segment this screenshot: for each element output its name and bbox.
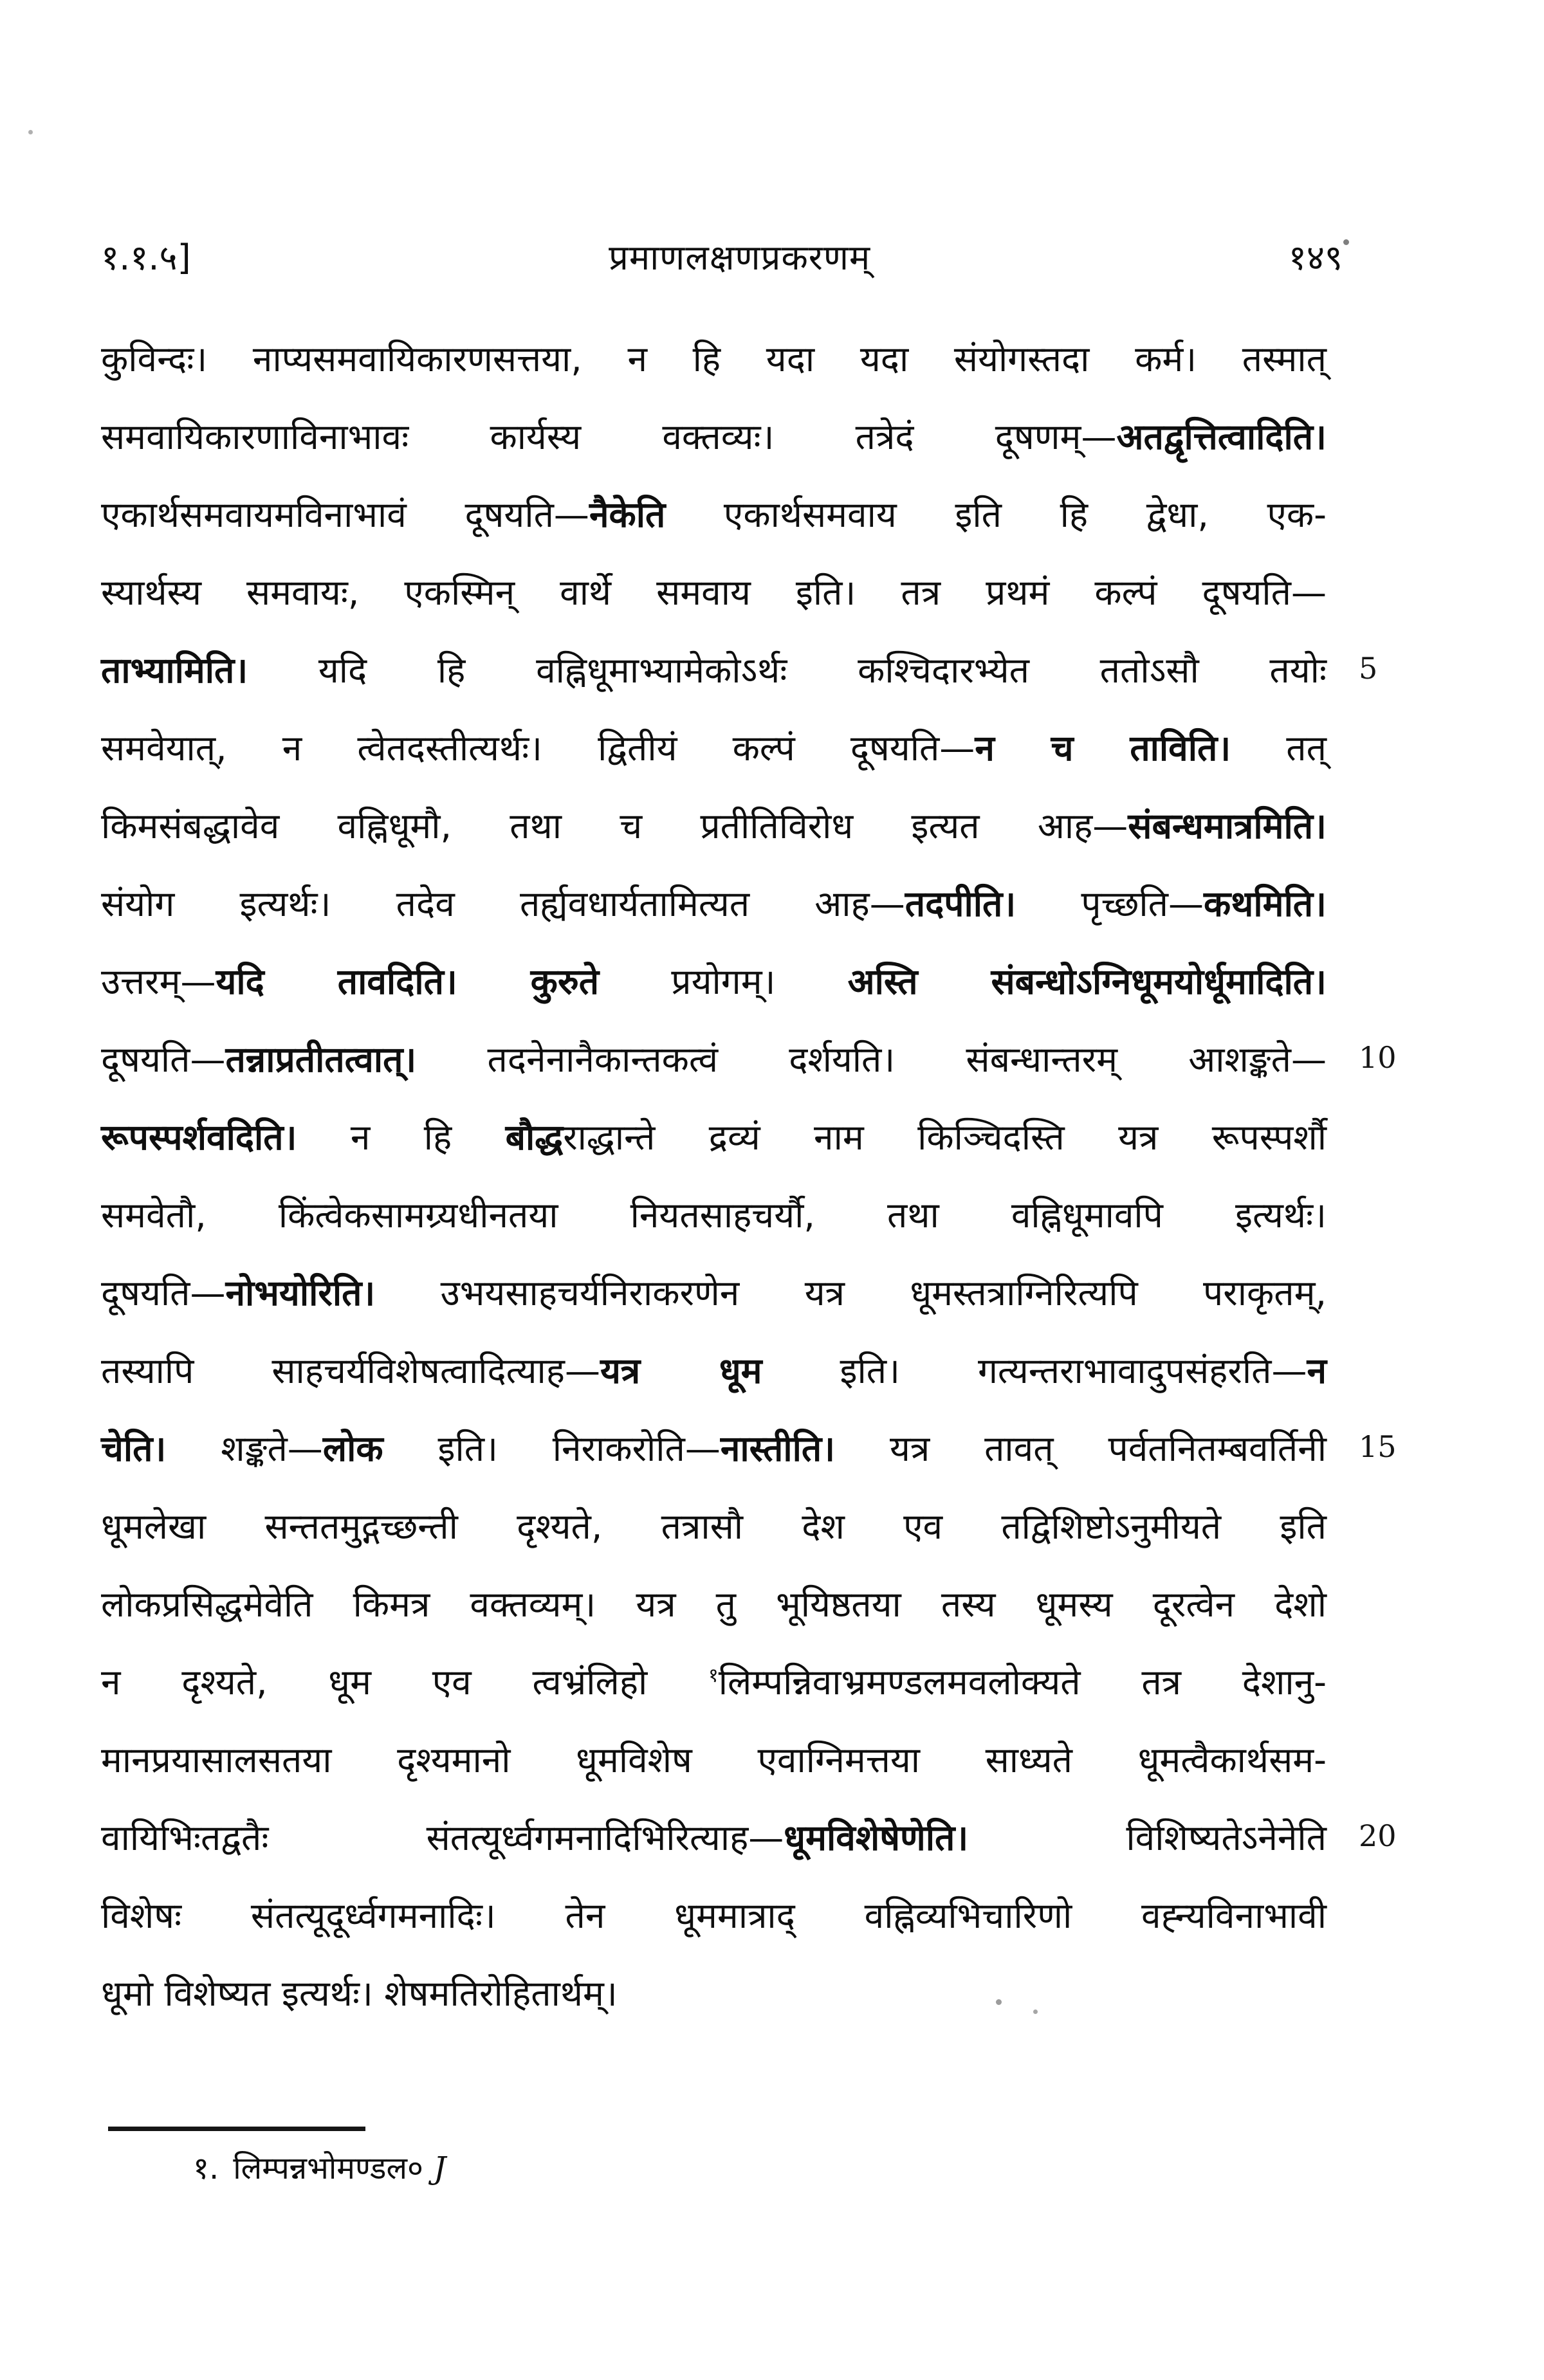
pratika-bold-segment: नास्तीति। — [720, 1428, 836, 1469]
text-segment: इति। गत्यन्तराभावादुपसंहरति— — [762, 1350, 1307, 1391]
text-segment: यदि हि वह्निधूमाभ्यामेकोऽर्थः कश्चिदारभ्येत ततोऽसौ तयोः — [248, 650, 1327, 691]
text-line — [101, 1799, 1327, 1877]
text-line — [101, 1721, 1327, 1799]
text-segment: विशिष्यतेऽनेनेति — [968, 1817, 1327, 1858]
footnote-marker: १. — [193, 2150, 219, 2186]
pratika-bold-segment: यत्र धूम — [600, 1350, 762, 1391]
text-line — [101, 1176, 1327, 1254]
text-segment: धूमो विशेष्यत इत्यर्थः। शेषमतिरोहितार्थम्। — [101, 1973, 618, 2014]
pratika-bold-segment: धूमविशेषेणेति। — [784, 1817, 969, 1858]
text-line — [101, 1332, 1327, 1410]
pratika-bold-segment: ताभ्यामिति। — [101, 650, 248, 691]
text-segment: समवायिकारणाविनाभावः कार्यस्य वक्तव्यः। तत्रेदं दूषणम्— — [101, 416, 1117, 457]
section-number: १.१.५] — [101, 237, 191, 278]
text-segment: यत्र तावत् पर्वतनितम्बवर्तिनी — [835, 1428, 1327, 1469]
pratika-bold-segment: लोक — [322, 1428, 383, 1469]
text-segment: समवेतौ, किंत्वेकसामग्र्यधीनतया नियतसाहचर्यौ, तथा वह्निधूमावपि इत्यर्थः। — [101, 1195, 1327, 1236]
text-line — [101, 1643, 1327, 1721]
text-line — [101, 709, 1327, 787]
pratika-bold-segment: कथमिति। — [1204, 883, 1327, 924]
text-segment: लिम्पन्निवाभ्रमण्डलमवलोक्यते तत्र देशानु- — [718, 1661, 1327, 1703]
margin-line-number: 10 — [1359, 1040, 1397, 1075]
text-segment: इति। निराकरोति— — [383, 1428, 721, 1469]
text-line — [101, 1021, 1327, 1099]
text-line — [101, 1488, 1327, 1566]
text-line — [101, 1099, 1327, 1176]
text-block — [101, 320, 1327, 2033]
text-line — [101, 320, 1327, 398]
pratika-bold-segment: अस्ति संबन्धोऽग्निधूमयोर्धूमादिति। — [847, 961, 1327, 1002]
pratika-bold-segment: बौद्ध — [505, 1117, 564, 1158]
text-line — [101, 865, 1327, 943]
text-segment: स्यार्थस्य समवायः, एकस्मिन् वार्थे समवाय इति। तत्र प्रथमं कल्पं दूषयति— — [101, 572, 1327, 613]
scan-speck — [1033, 2009, 1038, 2014]
text-segment: न हि — [297, 1117, 506, 1158]
text-segment: न दृश्यते, धूम एव त्वभ्रंलिहो — [101, 1661, 709, 1703]
folio-number: १४९ — [1288, 237, 1343, 278]
text-segment: दूषयति— — [101, 1272, 226, 1314]
text-segment: समवेयात्, न त्वेतदस्तीत्यर्थः। द्वितीयं कल्पं दूषयति— — [101, 728, 975, 769]
scan-speck — [28, 130, 33, 134]
pratika-bold-segment: तन्नाप्रतीतत्वात्। — [225, 1039, 417, 1080]
text-line — [101, 1410, 1327, 1488]
text-line — [101, 787, 1327, 865]
text-segment: तत् — [1231, 728, 1327, 769]
text-segment: तदनेनानैकान्तकत्वं दर्शयति। संबन्धान्तरम् आशङ्कते— — [416, 1039, 1327, 1080]
text-segment: एकार्थसमवायमविनाभावं दूषयति— — [101, 494, 589, 535]
running-title: प्रमाणलक्षणप्रकरणम् — [609, 237, 871, 278]
text-segment: उत्तरम्— — [101, 961, 216, 1002]
text-segment: तस्यापि साहचर्यविशेषत्वादित्याह— — [101, 1350, 600, 1391]
text-segment: कुविन्दः। नाप्यसमवायिकारणसत्तया, न हि यदा यदा संयोगस्तदा कर्म। तस्मात् — [101, 338, 1327, 380]
text-segment: दूषयति— — [101, 1039, 226, 1080]
text-line — [101, 1566, 1327, 1643]
pratika-bold-segment: यदि तावदिति। कुरुते — [216, 961, 600, 1002]
text-line — [101, 1254, 1327, 1332]
pratika-bold-segment: चेति। — [101, 1428, 167, 1469]
text-segment: मानप्रयासालसतया दृश्यमानो धूमविशेष एवाग्निमत्तया साध्यते धूमत्वैकार्थसम- — [101, 1739, 1327, 1780]
page-header — [101, 233, 1343, 283]
pratika-bold-segment: न च ताविति। — [975, 728, 1231, 769]
pratika-bold-segment: रूपस्पर्शवदिति। — [101, 1117, 297, 1158]
text-line — [101, 632, 1327, 709]
text-segment: एकार्थसमवाय इति हि द्वेधा, एक- — [665, 494, 1327, 535]
text-segment: संयोग इत्यर्थः। तदेव तर्ह्यवधार्यतामित्यत आह— — [101, 883, 905, 924]
manuscript-siglum: J — [434, 2150, 446, 2186]
margin-line-number: 5 — [1359, 651, 1378, 686]
text-line — [101, 1877, 1327, 1955]
footnote-rule — [108, 2127, 365, 2131]
text-segment: विशेषः संतत्यूदूर्ध्वगमनादिः। तेन धूममात्राद् वह्निव्यभिचारिणो वह्न्यविनाभावी — [101, 1895, 1327, 1936]
text-line — [101, 398, 1327, 476]
text-segment: धूमलेखा सन्ततमुद्गच्छन्ती दृश्यते, तत्रासौ देश एव तद्विशिष्टोऽनुमीयते इति — [101, 1506, 1327, 1547]
text-line — [101, 1955, 1327, 2033]
text-segment: उभयसाहचर्यनिराकरणेन यत्र धूमस्तत्राग्निरित्यपि पराकृतम्, — [375, 1272, 1327, 1314]
scan-speck — [996, 1999, 1002, 2005]
text-segment: राद्धान्ते द्रव्यं नाम किञ्चिदस्ति यत्र रूपस्पर्शौ — [563, 1117, 1327, 1158]
margin-line-number: 20 — [1359, 1818, 1397, 1853]
text-line — [101, 943, 1327, 1021]
text-segment: लोकप्रसिद्धमेवेति किमत्र वक्तव्यम्। यत्र तु भूयिष्ठतया तस्य धूमस्य दूरत्वेन देशो — [101, 1584, 1327, 1625]
pratika-bold-segment: न — [1307, 1350, 1327, 1391]
footnote — [193, 2146, 446, 2191]
margin-line-number: 15 — [1359, 1429, 1397, 1464]
pratika-bold-segment: संबन्धमात्रमिति। — [1128, 805, 1327, 847]
pratika-bold-segment: नैकेति — [589, 494, 666, 535]
footnote-text: लिम्पन्नभोमण्डल० — [233, 2150, 423, 2186]
text-line — [101, 554, 1327, 632]
text-segment: पृच्छति— — [1016, 883, 1204, 924]
text-segment: वायिभिःतद्वतैः संतत्यूर्ध्वगमनादिभिरित्याह— — [101, 1817, 784, 1858]
pratika-bold-segment: नोभयोरिति। — [225, 1272, 376, 1314]
text-segment: प्रयोगम्। — [599, 961, 848, 1002]
pratika-bold-segment: अतद्वृत्तित्वादिति। — [1116, 416, 1327, 457]
text-segment: किमसंबद्धावेव वह्निधूमौ, तथा च प्रतीतिविरोध इत्यत आह— — [101, 805, 1128, 847]
text-line — [101, 476, 1327, 554]
scan-speck — [1343, 239, 1349, 245]
text-segment: शङ्कते— — [166, 1428, 323, 1469]
inline-footnote-ref: १ — [708, 1664, 719, 1687]
pratika-bold-segment: तदपीति। — [905, 883, 1016, 924]
